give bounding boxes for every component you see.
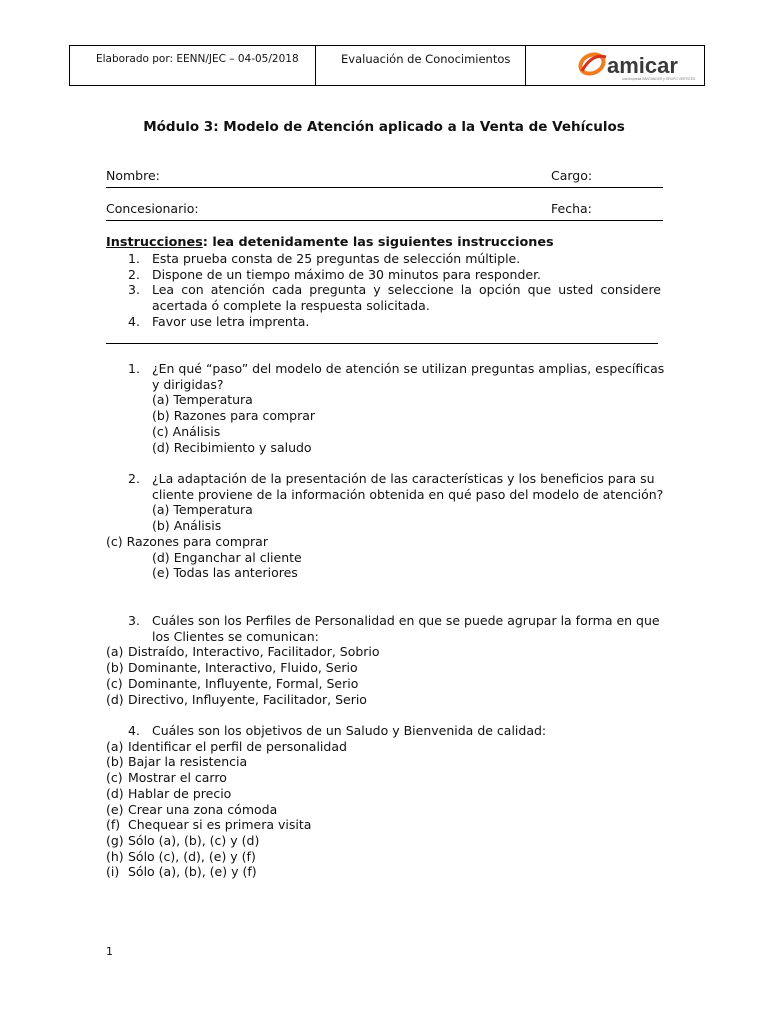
answer-option [106, 754, 666, 770]
option-label: (d) [106, 691, 124, 707]
answer-option [106, 534, 666, 550]
question-text: ¿En qué “paso” del modelo de atención se utilizan preguntas amplias, específicas y dirigidas? [152, 361, 665, 392]
option-label: (c) [106, 770, 123, 786]
option-text: Análisis [172, 423, 221, 439]
question-number: 2. [128, 471, 140, 486]
question-4 [106, 723, 666, 880]
logo-cell [526, 46, 704, 85]
option-text: Crear una zona cómoda [128, 801, 278, 817]
option-text: Mostrar el carro [128, 770, 227, 786]
instruction-item [106, 314, 661, 330]
option-label: (c) [106, 533, 123, 549]
answer-option [106, 802, 666, 818]
answer-option [106, 424, 666, 440]
question-3 [106, 613, 666, 707]
answer-option [106, 660, 666, 676]
option-label: (b) [106, 754, 124, 770]
question-number: 4. [128, 723, 140, 738]
question-text: Cuáles son los objetivos de un Saludo y Bienvenida de calidad: [152, 723, 547, 738]
answer-option [106, 392, 666, 408]
page-number: 1 [106, 945, 113, 958]
question-stem [106, 361, 666, 392]
instruction-item [106, 267, 661, 283]
instruction-text: Favor use letra imprenta. [152, 313, 310, 329]
option-label: (b) [152, 408, 170, 424]
option-text: Todas las anteriores [173, 565, 298, 581]
question-number: 1. [128, 361, 140, 376]
answer-option [106, 864, 666, 880]
answer-option [106, 817, 666, 833]
option-text: Distraído, Interactivo, Facilitador, Sobrio [128, 644, 380, 660]
instruction-number: 4. [128, 313, 140, 329]
header-table [69, 45, 705, 86]
option-text: Sólo (a), (b), (c) y (d) [128, 832, 260, 848]
logo-wordmark: amicar [607, 53, 678, 78]
amicar-logo [578, 49, 703, 82]
prepared-by: Elaborado por: EENN/JEC – 04-05/2018 [70, 46, 316, 85]
answer-option [106, 692, 666, 708]
option-label: (a) [152, 392, 170, 408]
question-stem [106, 723, 666, 739]
instruction-text: Esta prueba consta de 25 preguntas de selección múltiple. [152, 251, 521, 266]
option-label: (f) [106, 817, 121, 833]
name-cargo-row [106, 167, 663, 188]
option-label: (e) [106, 801, 124, 817]
option-label: (a) [106, 644, 124, 660]
instructions-heading [106, 235, 554, 250]
instruction-item [106, 282, 661, 313]
question-text: Cuáles son los Perfiles de Personalidad en que se puede agrupar la forma en que los Clientes se comunican: [152, 613, 660, 644]
logo-tagline: una empresa SANTANDER y GRUPO VERTICES [622, 77, 696, 81]
answer-option [106, 440, 666, 456]
answer-option [106, 849, 666, 865]
concesionario-label: Concesionario: [106, 201, 199, 216]
option-text: Directivo, Influyente, Facilitador, Serio [128, 691, 367, 707]
instructions-heading-rest: : lea detenidamente las siguientes instrucciones [202, 235, 554, 250]
answer-option [106, 833, 666, 849]
instruction-number: 2. [128, 266, 140, 282]
option-text: Temperatura [173, 392, 253, 408]
instruction-text: Lea con atención cada pregunta y seleccione la opción que usted considere acertada ó complete la respuesta solicitada. [152, 282, 661, 314]
option-text: Temperatura [173, 502, 253, 518]
option-text: Análisis [173, 518, 222, 534]
option-text: Sólo (a), (b), (e) y (f) [128, 864, 257, 880]
option-text: Bajar la resistencia [128, 754, 248, 770]
nombre-label: Nombre: [106, 168, 160, 183]
document-type: Evaluación de Conocimientos [316, 46, 526, 85]
question-stem [106, 471, 666, 502]
option-label: (b) [106, 660, 124, 676]
fecha-label: Fecha: [551, 201, 592, 216]
answer-option [106, 518, 666, 534]
question-number: 3. [128, 613, 140, 628]
page-title: Módulo 3: Modelo de Atención aplicado a la Venta de Vehículos [143, 119, 625, 135]
option-label: (c) [106, 675, 123, 691]
option-label: (b) [152, 518, 170, 534]
option-label: (c) [152, 423, 169, 439]
option-label: (d) [106, 785, 124, 801]
answer-option [106, 565, 666, 581]
option-text: Identificar el perfil de personalidad [128, 738, 347, 754]
option-text: Dominante, Interactivo, Fluido, Serio [128, 660, 358, 676]
option-label: (i) [106, 864, 120, 880]
option-label: (d) [152, 439, 170, 455]
answer-option [106, 408, 666, 424]
answer-option [106, 550, 666, 566]
answer-option [106, 786, 666, 802]
instructions-label: Instrucciones [106, 235, 203, 250]
answer-option [106, 644, 666, 660]
option-label: (h) [106, 848, 124, 864]
concesionario-fecha-row [106, 200, 663, 221]
option-text: Razones para comprar [126, 533, 268, 549]
option-text: Dominante, Influyente, Formal, Serio [128, 675, 359, 691]
section-divider [106, 343, 658, 344]
option-text: Razones para comprar [173, 408, 316, 424]
answer-option [106, 739, 666, 755]
option-label: (a) [152, 502, 170, 518]
cargo-label: Cargo: [551, 168, 593, 183]
option-label: (e) [152, 565, 170, 581]
question-2 [106, 471, 666, 581]
question-stem [106, 613, 666, 644]
instruction-text: Dispone de un tiempo máximo de 30 minutos para responder. [152, 266, 542, 282]
question-1 [106, 361, 666, 455]
instructions-list [106, 251, 661, 330]
instruction-number: 3. [128, 282, 140, 298]
answer-option [106, 770, 666, 786]
option-text: Sólo (c), (d), (e) y (f) [128, 848, 256, 864]
option-text: Chequear si es primera visita [128, 817, 312, 833]
option-text: Enganchar al cliente [173, 549, 302, 565]
option-label: (g) [106, 832, 124, 848]
option-text: Recibimiento y saludo [173, 439, 312, 455]
answer-option [106, 676, 666, 692]
instruction-item [106, 251, 661, 267]
answer-option [106, 502, 666, 518]
option-label: (d) [152, 549, 170, 565]
option-text: Hablar de precio [128, 785, 232, 801]
question-text: ¿La adaptación de la presentación de las características y los beneficios para su cliente proviene de la información obtenida en qué paso del modelo de atención? [152, 471, 664, 502]
option-label: (a) [106, 738, 124, 754]
instruction-number: 1. [128, 251, 140, 266]
